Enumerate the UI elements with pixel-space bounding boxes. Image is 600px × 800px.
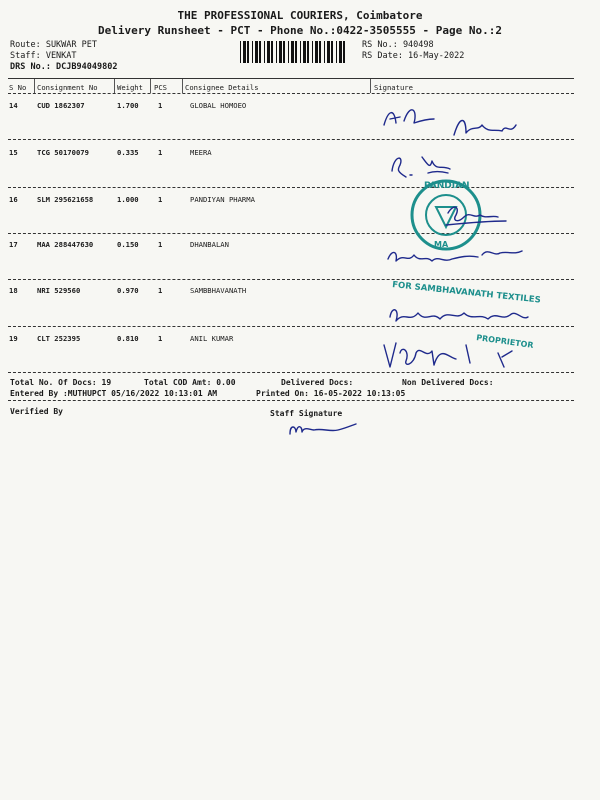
delivered-docs: Delivered Docs:	[281, 378, 354, 387]
barcode-bar	[247, 41, 249, 63]
company-name: THE PROFESSIONAL COURIERS, Coimbatore	[177, 9, 423, 22]
row-pcs: 1	[158, 101, 163, 110]
signature-icon	[454, 121, 516, 136]
barcode-bar	[264, 41, 265, 63]
row-pcs: 1	[158, 148, 163, 157]
col-divider	[150, 79, 151, 93]
barcode-bar	[331, 41, 333, 63]
header-top-rule	[8, 78, 574, 79]
barcode-icon	[240, 41, 348, 63]
row-consignee: DHANBALAN	[190, 240, 229, 249]
row-consignee: PANDIYAN PHARMA	[190, 195, 255, 204]
verified-by: Verified By	[10, 407, 63, 416]
signature-icon	[390, 310, 528, 321]
row-sno: 17	[9, 240, 18, 249]
barcode-bar	[259, 41, 261, 63]
row-consignee: ANIL KUMAR	[190, 334, 234, 343]
col-pcs: PCS	[154, 83, 167, 92]
row-consignee: GLOBAL HOMOEO	[190, 101, 247, 110]
barcode-bar	[315, 41, 318, 63]
signature-icon	[388, 251, 522, 261]
row-sno: 15	[9, 148, 18, 157]
row-pcs: 1	[158, 286, 163, 295]
barcode-bar	[319, 41, 321, 63]
rs-number: RS No.: 940498	[362, 40, 434, 50]
barcode-bar	[327, 41, 330, 63]
barcode-bar	[336, 41, 337, 63]
row-sno: 18	[9, 286, 18, 295]
barcode-bar	[295, 41, 297, 63]
barcode-bar	[243, 41, 246, 63]
col-weight: Weight	[117, 83, 143, 92]
barcode-bar	[283, 41, 285, 63]
barcode-bar	[240, 41, 241, 63]
col-signature: Signature	[374, 83, 413, 92]
barcode-bar	[288, 41, 289, 63]
row-weight: 0.810	[117, 334, 139, 343]
row-consignment: NRI 529560	[37, 286, 81, 295]
col-divider	[34, 79, 35, 93]
barcode-bar	[324, 41, 325, 63]
header-bottom-rule	[8, 93, 574, 94]
signature-area	[370, 95, 570, 375]
barcode-bar	[300, 41, 301, 63]
row-weight: 1.700	[117, 101, 139, 110]
row-weight: 0.970	[117, 286, 139, 295]
col-divider	[370, 79, 371, 93]
barcode-bar	[307, 41, 309, 63]
staff-label: Staff: VENKAT	[10, 51, 77, 61]
barcode-bar	[312, 41, 313, 63]
stamp-text: MA	[434, 240, 449, 249]
printed-on: Printed On: 16-05-2022 10:13:05	[256, 389, 406, 398]
rs-date: RS Date: 16-May-2022	[362, 51, 465, 61]
barcode-bar	[303, 41, 306, 63]
barcode-bar	[343, 41, 345, 63]
row-pcs: 1	[158, 195, 163, 204]
row-consignee: SAMBBHAVANATH	[190, 286, 247, 295]
barcode-bar	[271, 41, 273, 63]
barcode-bar	[255, 41, 258, 63]
row-consignee: MEERA	[190, 148, 212, 157]
row-weight: 1.000	[117, 195, 139, 204]
row-sno: 19	[9, 334, 18, 343]
signature-icon	[392, 157, 450, 177]
barcode-bar	[267, 41, 270, 63]
row-consignment: TCG 50170079	[37, 148, 89, 157]
col-consignment: Consignment No	[37, 83, 98, 92]
row-consignment: CUD 1862307	[37, 101, 85, 110]
entered-by: Entered By :MUTHUPCT 05/16/2022 10:13:01 AM	[10, 389, 218, 398]
non-delivered-docs: Non Delivered Docs:	[402, 378, 494, 387]
row-consignment: MAA 288447630	[37, 240, 94, 249]
signature-icon	[384, 110, 434, 125]
barcode-bar	[279, 41, 282, 63]
row-weight: 0.335	[117, 148, 139, 157]
barcode-bar	[291, 41, 294, 63]
signature-icon	[384, 343, 512, 367]
runsheet-subtitle: Delivery Runsheet - PCT - Phone No.:0422-3505555 - Page No.:2	[98, 24, 502, 37]
row-consignment: SLM 295621658	[37, 195, 94, 204]
stamp-text: PANDIAN	[424, 181, 470, 191]
row-pcs: 1	[158, 240, 163, 249]
col-divider	[114, 79, 115, 93]
col-consignee: Consignee Details	[185, 83, 259, 92]
staff-signature-label: Staff Signature	[270, 409, 343, 418]
col-sno: S No	[9, 83, 27, 92]
drs-number: DRS No.: DCJB94049802	[10, 62, 118, 72]
route-label: Route: SUKWAR PET	[10, 40, 97, 50]
row-sno: 16	[9, 195, 18, 204]
barcode-bar	[252, 41, 253, 63]
proprietor-stamp-icon: PROPRIETOR	[475, 333, 535, 351]
row-consignment: CLT 252395	[37, 334, 81, 343]
barcode-bar	[276, 41, 277, 63]
row-sno: 14	[9, 101, 18, 110]
barcode-bar	[339, 41, 342, 63]
footer-rule	[8, 400, 574, 401]
row-pcs: 1	[158, 334, 163, 343]
total-cod: Total COD Amt: 0.00	[144, 378, 236, 387]
staff-signature-icon	[284, 418, 364, 442]
row-weight: 0.150	[117, 240, 139, 249]
textiles-stamp-icon: FOR SAMBHAVANATH TEXTILES	[391, 280, 542, 306]
total-docs: Total No. Of Docs: 19	[10, 378, 112, 387]
col-divider	[182, 79, 183, 93]
